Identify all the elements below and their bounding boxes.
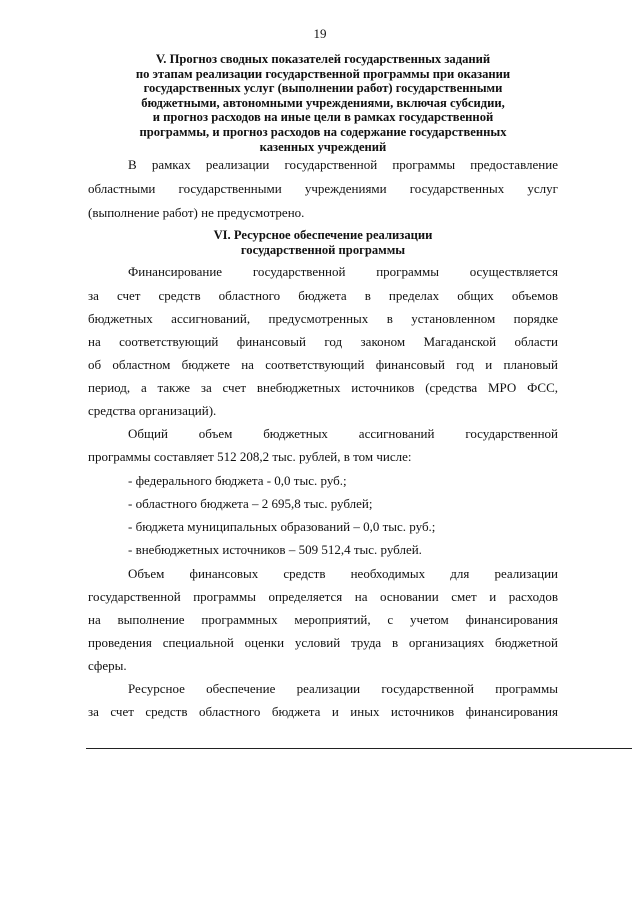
- section-6-paragraph-1-line: за счет средств областного бюджета в пределах общих объемов: [88, 288, 558, 303]
- section-5-paragraph-line: В рамках реализации государственной программы предоставление: [128, 157, 558, 172]
- heading-line: государственной программы: [240, 242, 406, 257]
- heading-line: бюджетными, автономными учреждениями, включая субсидии,: [141, 95, 505, 110]
- page-number: 19: [313, 26, 327, 41]
- heading-line: V. Прогноз сводных показателей государственных заданий: [155, 52, 491, 66]
- budget-list-item: - федерального бюджета - 0,0 тыс. руб.;: [128, 473, 347, 488]
- heading-line: государственных услуг (выполнении работ) государственными: [143, 81, 503, 96]
- section-6-paragraph-4-line: за счет средств областного бюджета и иных источников финансирования: [88, 704, 558, 719]
- section-6-paragraph-3-line: сферы.: [88, 658, 127, 673]
- section-5-paragraph-line: (выполнение работ) не предусмотрено.: [88, 205, 305, 220]
- budget-list-item: - бюджета муниципальных образований – 0,0 тыс. руб.;: [128, 519, 436, 534]
- budget-list-item: - областного бюджета – 2 695,8 тыс. рублей;: [128, 496, 373, 511]
- section-5-paragraph-line: областными государственными учреждениями государственных услуг: [88, 181, 558, 196]
- footer-rule: [86, 748, 632, 749]
- section-6-paragraph-4-line: Ресурсное обеспечение реализации государственной программы: [128, 681, 558, 696]
- section-6-heading: [88, 228, 558, 257]
- heading-line: программы, и прогноз расходов на содержание государственных: [139, 124, 507, 139]
- section-6-paragraph-1-line: на соответствующий финансовый год законом Магаданской области: [88, 334, 558, 349]
- section-6-paragraph-1-line: средства организаций).: [88, 403, 217, 418]
- section-6-paragraph-1-line: Финансирование государственной программы осуществляется: [128, 264, 558, 279]
- section-5-heading: [88, 52, 558, 154]
- section-6-paragraph-1-line: период, а также за счет внебюджетных источников (средства МРО ФСС,: [88, 380, 558, 395]
- section-6-paragraph-3-line: государственной программы определяется на основании смет и расходов: [88, 589, 558, 604]
- heading-line: по этапам реализации государственной программы при оказании: [135, 66, 511, 81]
- heading-line: казенных учреждений: [259, 139, 387, 154]
- section-6-paragraph-2-line: Общий объем бюджетных ассигнований государственной: [128, 426, 558, 441]
- budget-list-item: - внебюджетных источников – 509 512,4 тыс. рублей.: [128, 542, 422, 557]
- section-6-paragraph-3-line: Объем финансовых средств необходимых для реализации: [128, 566, 558, 581]
- section-6-paragraph-2-line: программы составляет 512 208,2 тыс. рублей, в том числе:: [88, 449, 412, 464]
- heading-line: VI. Ресурсное обеспечение реализации: [213, 228, 433, 242]
- section-6-paragraph-3-line: проведения специальной оценки условий труда в организациях бюджетной: [88, 635, 558, 650]
- section-6-paragraph-3-line: на выполнение программных мероприятий, с учетом финансирования: [88, 612, 558, 627]
- section-6-paragraph-1-line: об областном бюджете на соответствующий финансовый год и плановый: [88, 357, 558, 372]
- section-6-paragraph-1-line: бюджетных ассигнований, предусмотренных в установленном порядке: [88, 311, 558, 326]
- heading-line: и прогноз расходов на иные цели в рамках государственной: [152, 110, 494, 125]
